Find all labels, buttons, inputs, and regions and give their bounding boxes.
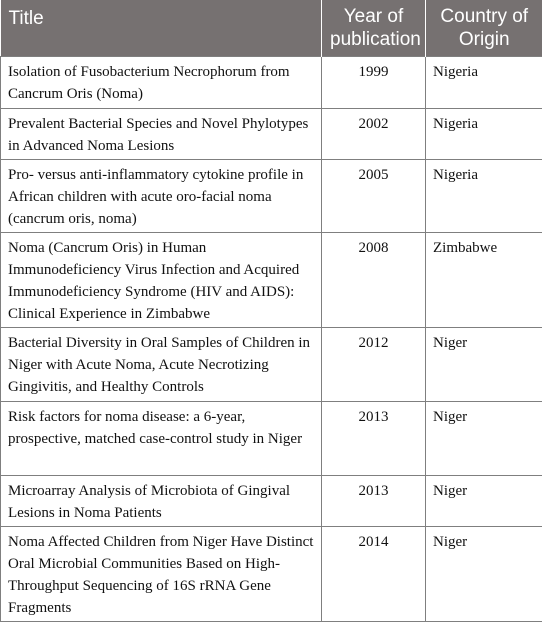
cell-country: Nigeria [426, 160, 542, 233]
header-country: Country of Origin [426, 0, 542, 57]
cell-title: Pro- versus anti-inflammatory cytokine profile in African children with acute oro-facial noma (cancrum oris, noma) [1, 160, 322, 233]
cell-year: 2012 [322, 328, 426, 402]
cell-title: Noma (Cancrum Oris) in Human Immunodeficiency Virus Infection and Acquired Immunodeficiency Syndrome (HIV and AIDS): Clinical Experience in Zimbabwe [1, 233, 322, 328]
table-row [1, 109, 542, 160]
cell-title: Microarray Analysis of Microbiota of Gingival Lesions in Noma Patients [1, 476, 322, 527]
table-row [1, 233, 542, 328]
table-row [1, 160, 542, 233]
cell-year: 2014 [322, 527, 426, 622]
header-year: Year of publication [322, 0, 426, 57]
table-header [1, 0, 542, 57]
cell-year: 2002 [322, 109, 426, 160]
table-row [1, 527, 542, 622]
header-row [1, 0, 542, 57]
cell-country: Nigeria [426, 57, 542, 109]
cell-title: Isolation of Fusobacterium Necrophorum from Cancrum Oris (Noma) [1, 57, 322, 109]
cell-country: Niger [426, 527, 542, 622]
cell-title: Noma Affected Children from Niger Have Distinct Oral Microbial Communities Based on High-Throughput Sequencing of 16S rRNA Gene Fragments [1, 527, 322, 622]
cell-year: 2013 [322, 476, 426, 527]
cell-title: Prevalent Bacterial Species and Novel Phylotypes in Advanced Noma Lesions [1, 109, 322, 160]
cell-year: 1999 [322, 57, 426, 109]
table-row [1, 476, 542, 527]
table-row [1, 402, 542, 476]
header-title: Title [1, 0, 322, 57]
cell-year: 2005 [322, 160, 426, 233]
table-body [1, 57, 542, 622]
cell-country: Niger [426, 402, 542, 476]
cell-country: Niger [426, 476, 542, 527]
table-row [1, 328, 542, 402]
cell-year: 2013 [322, 402, 426, 476]
cell-country: Zimbabwe [426, 233, 542, 328]
cell-title: Bacterial Diversity in Oral Samples of Children in Niger with Acute Noma, Acute Necrotizing Gingivitis, and Healthy Controls [1, 328, 322, 402]
cell-title: Risk factors for noma disease: a 6-year, prospective, matched case-control study in Niger [1, 402, 322, 476]
table-row [1, 57, 542, 109]
cell-year: 2008 [322, 233, 426, 328]
cell-country: Niger [426, 328, 542, 402]
cell-country: Nigeria [426, 109, 542, 160]
